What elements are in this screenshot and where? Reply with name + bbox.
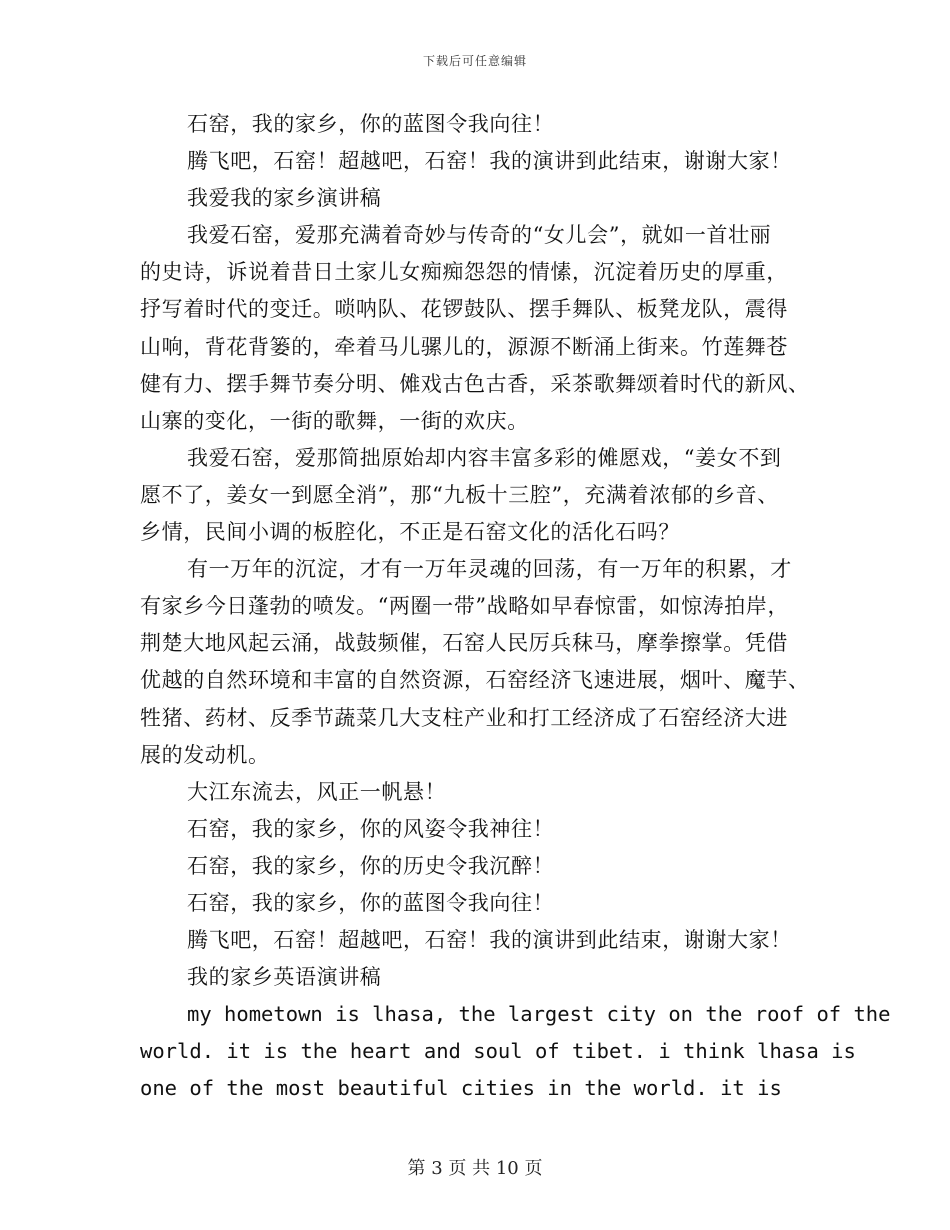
text-line: 抒写着时代的变迁。唢呐队、花锣鼓队、摆手舞队、板凳龙队，震得: [140, 297, 788, 322]
text-line: 牲猪、药材、反季节蔬菜几大支柱产业和打工经济成了石窑经济大进: [140, 705, 788, 730]
text-line: 健有力、摆手舞节奏分明、傩戏古色古香，采茶歌舞颂着时代的新风、: [140, 371, 810, 396]
text-line: 展的发动机。: [140, 742, 270, 767]
text-line: 石窑，我的家乡，你的蓝图令我向往！: [187, 890, 555, 915]
text-line: 腾飞吧，石窑！超越吧，石窑！我的演讲到此结束，谢谢大家！: [187, 928, 792, 953]
text-line: 山寨的变化，一街的歌舞，一街的欢庆。: [140, 408, 529, 433]
text-line: 有家乡今日蓬勃的喷发。“两圈一带”战略如早春惊雷，如惊涛拍岸，: [140, 594, 790, 619]
text-line: 的史诗，诉说着昔日土家儿女痴痴怨怨的情愫，沉淀着历史的厚重，: [140, 260, 788, 285]
text-line: 愿不了，姜女一到愿全消”，那“九板十三腔”，充满着浓郁的乡音、: [140, 482, 779, 507]
text-line: one of the most beautiful cities in the world. it is: [140, 1076, 782, 1101]
text-line: world. it is the heart and soul of tibet. i think lhasa is: [140, 1039, 856, 1064]
section-heading: 我爱我的家乡演讲稿: [187, 186, 382, 211]
text-line: 荆楚大地风起云涌，战鼓频催，石窑人民厉兵秣马，摩拳擦掌。凭借: [140, 631, 788, 656]
section-heading: 我的家乡英语演讲稿: [187, 965, 382, 990]
page-number: 第 3 页 共 10 页: [407, 1158, 543, 1179]
page-header-note: 下载后可任意编辑: [422, 54, 527, 68]
text-line: 腾飞吧，石窑！超越吧，石窑！我的演讲到此结束，谢谢大家！: [187, 149, 792, 174]
text-line: 石窑，我的家乡，你的蓝图令我向往！: [187, 112, 555, 136]
document-body: [140, 106, 891, 1108]
text-line: 我爱石窑，爱那简拙原始却内容丰富多彩的傩愿戏，“姜女不到: [187, 445, 782, 470]
text-line: my hometown is lhasa, the largest city on the roof of the: [187, 1002, 891, 1027]
text-line: 石窑，我的家乡，你的历史令我沉醉！: [187, 853, 555, 878]
text-line: 我爱石窑，爱那充满着奇妙与传奇的“女儿会”，就如一首壮丽: [187, 223, 772, 248]
text-line: 乡情，民间小调的板腔化，不正是石窑文化的活化石吗？: [140, 520, 680, 545]
text-line: 石窑，我的家乡，你的风姿令我神往！: [187, 816, 555, 841]
text-line: 有一万年的沉淀，才有一万年灵魂的回荡，有一万年的积累，才: [187, 557, 792, 582]
text-line: 优越的自然环境和丰富的自然资源，石窑经济飞速进展，烟叶、魔芋、: [140, 668, 810, 693]
text-line: 山响，背花背篓的，牵着马儿骡儿的，源源不断涌上街来。竹莲舞苍: [140, 334, 788, 359]
text-line: 大江东流去，风正一帆悬！: [187, 779, 447, 804]
